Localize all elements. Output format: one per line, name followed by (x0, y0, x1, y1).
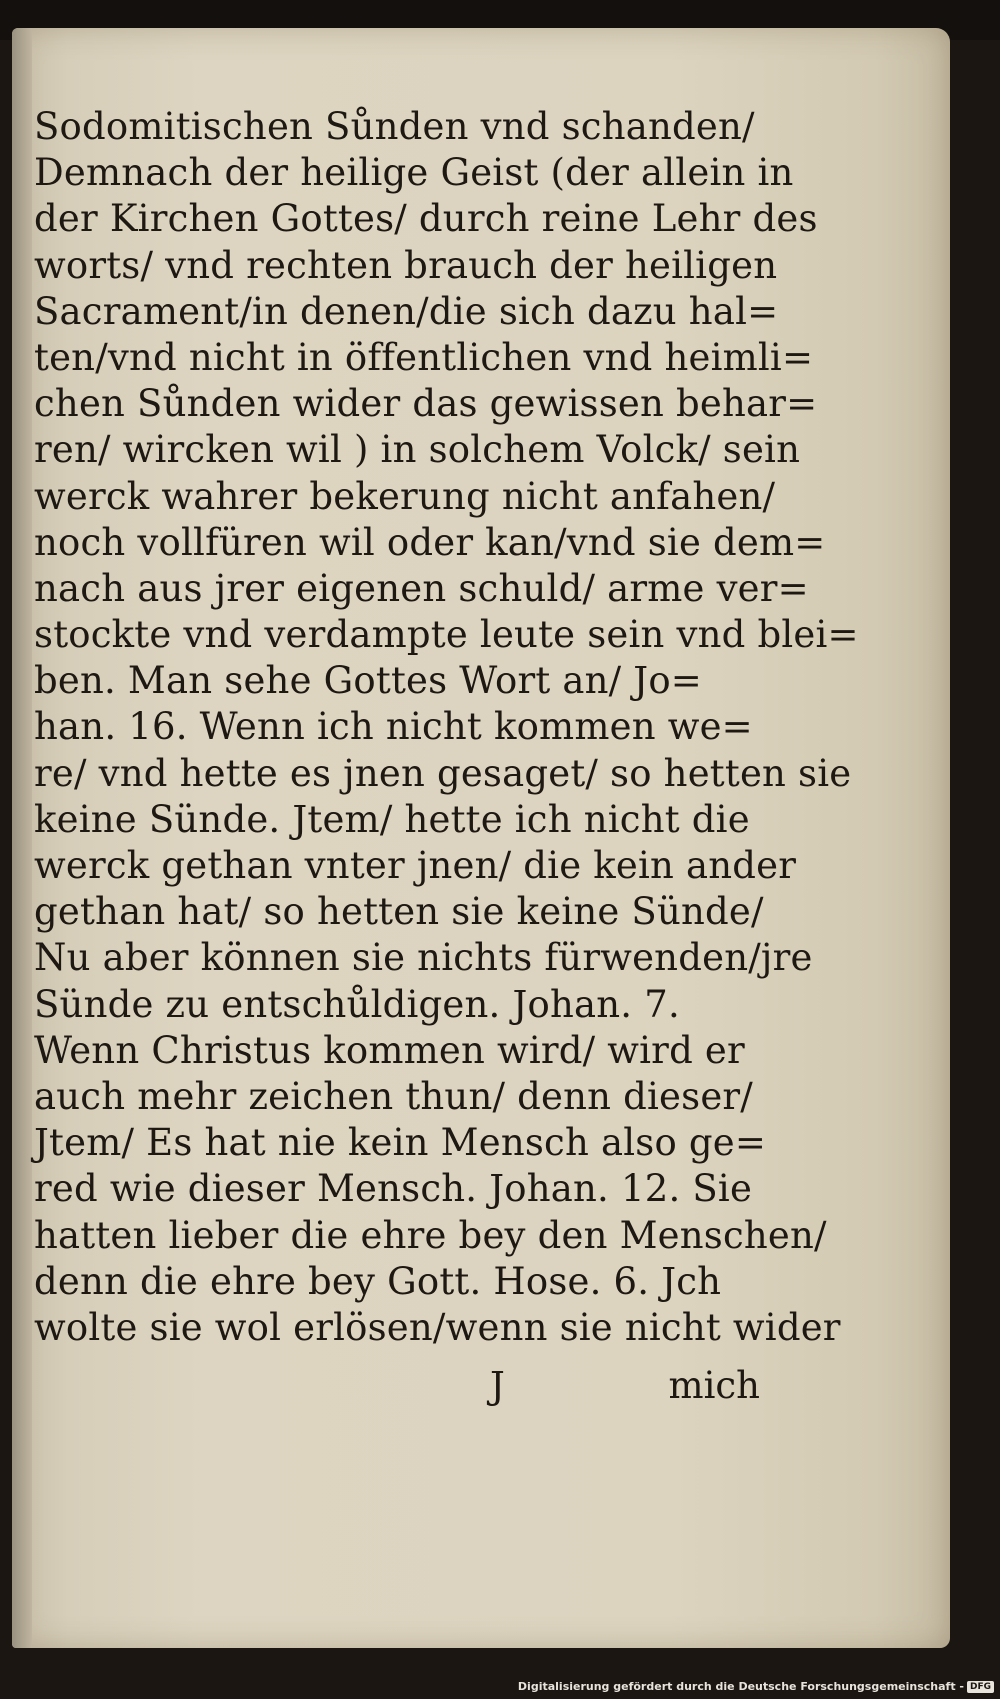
text-line: chen Sůnden wider das gewissen behar= (34, 382, 818, 426)
text-line: ren/ wircken wil ) in solchem Volck/ sein (34, 428, 801, 472)
text-line: han. 16. Wenn ich nicht kommen we= (34, 705, 753, 749)
text-line: auch mehr zeichen thun/ denn dieser/ (34, 1074, 753, 1118)
page-footer-marks (34, 1363, 760, 1413)
text-line: Nu aber können sie nichts fürwenden/jre (34, 936, 813, 980)
text-line: Demnach der heilige Geist (der allein in (34, 151, 794, 195)
text-line: re/ vnd hette es jnen gesaget/ so hetten sie (34, 751, 852, 795)
text-line: nach aus jrer eigenen schuld/ arme ver= (34, 566, 809, 610)
text-line: der Kirchen Gottes/ durch reine Lehr des (34, 197, 818, 241)
credit-text: Digitalisierung gefördert durch die Deutsche Forschungsgemeinschaft - (517, 1680, 964, 1693)
text-line: Sacrament/in denen/die sich dazu hal= (34, 289, 779, 333)
text-line: wolte sie wol erlösen/wenn sie nicht wider (34, 1305, 841, 1349)
text-line: red wie dieser Mensch. Johan. 12. Sie (34, 1167, 753, 1211)
text-line: gethan hat/ so hetten sie keine Sünde/ (34, 890, 764, 934)
text-line: hatten lieber die ehre bey den Menschen/ (34, 1213, 827, 1257)
page-binding-edge (12, 28, 32, 1648)
text-line: Sünde zu entschůldigen. Johan. 7. (34, 982, 680, 1026)
dfg-logo: DFG (967, 1681, 994, 1693)
page-text (34, 104, 859, 1351)
text-line: denn die ehre bey Gott. Hose. 6. Jch (34, 1259, 722, 1303)
book-page (12, 28, 950, 1648)
text-line: Wenn Christus kommen wird/ wird er (34, 1028, 745, 1072)
text-line: werck wahrer bekerung nicht anfahen/ (34, 474, 776, 518)
text-line: keine Sünde. Jtem/ hette ich nicht die (34, 797, 750, 841)
text-line: Sodomitischen Sůnden vnd schanden/ (34, 105, 755, 148)
text-line: stockte vnd verdampte leute sein vnd blei= (34, 613, 859, 657)
text-line: werck gethan vnter jnen/ die kein ander (34, 844, 797, 887)
catchword: mich (668, 1364, 760, 1407)
text-line: Jtem/ Es hat nie kein Mensch also ge= (34, 1121, 767, 1165)
text-line: ben. Man sehe Gottes Wort an/ Jo= (34, 659, 702, 703)
text-line: noch vollfüren wil oder kan/vnd sie dem= (34, 520, 826, 564)
signature-mark: J (490, 1364, 505, 1407)
text-line: worts/ vnd rechten brauch der heiligen (34, 243, 778, 287)
text-line: ten/vnd nicht in öffentlichen vnd heimli= (34, 335, 814, 379)
digitization-credit (518, 1680, 994, 1693)
